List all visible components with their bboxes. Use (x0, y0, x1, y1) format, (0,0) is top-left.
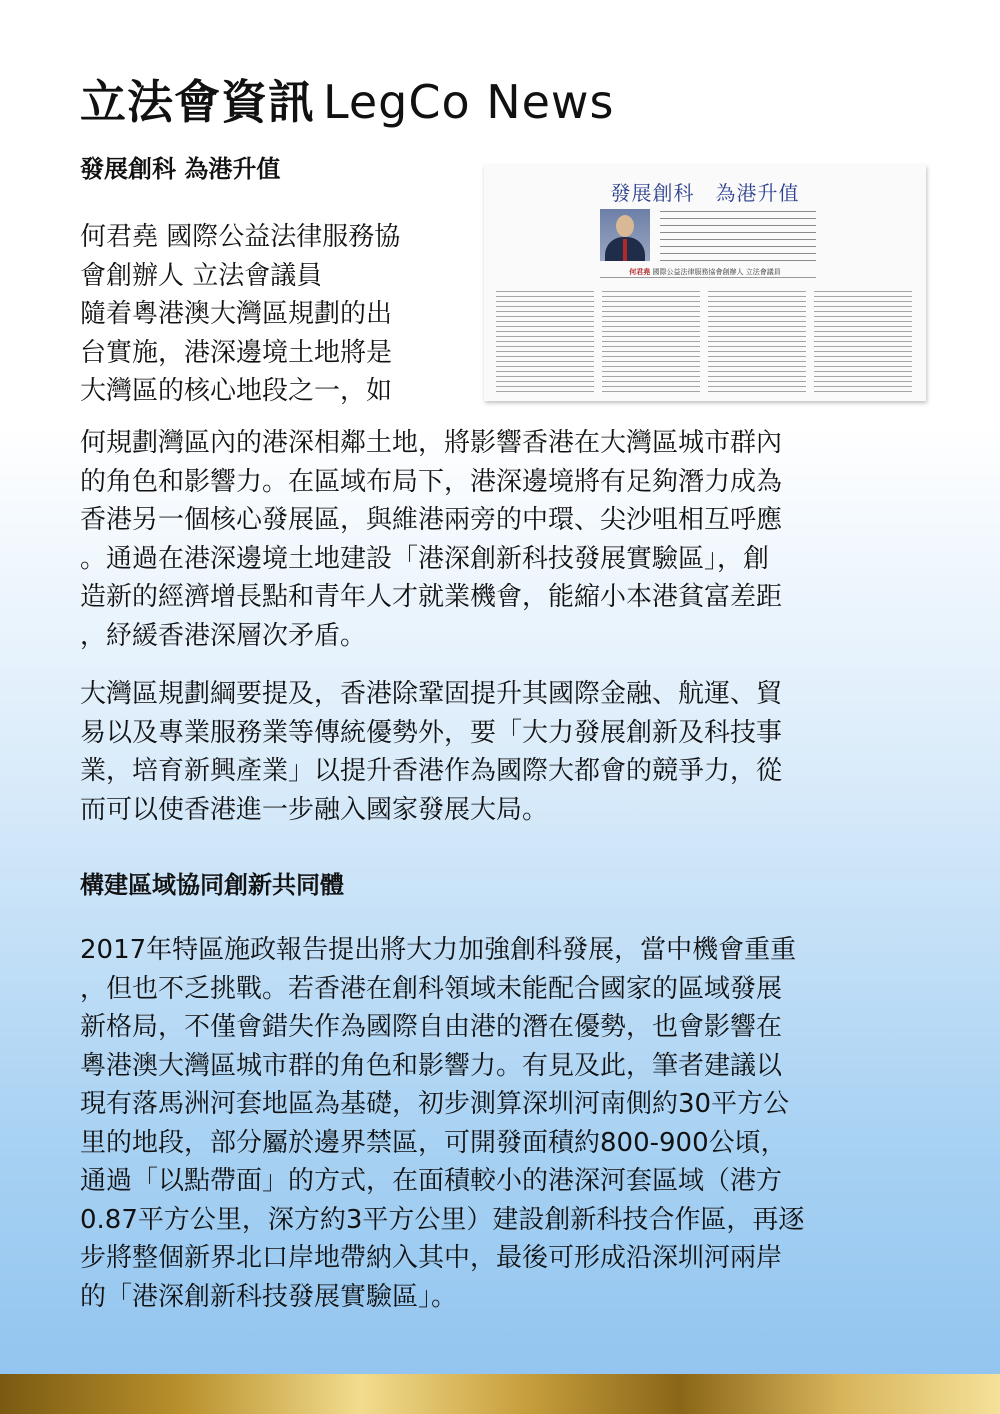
lead-line: 台實施，港深邊境土地將是 (80, 337, 393, 368)
body-line: 通過「以點帶面」的方式，在面積較小的港深河套區域（港方 (80, 1166, 783, 1196)
clipping-byline (484, 267, 926, 277)
footer-gold-band (0, 1374, 1000, 1414)
body-line: 易以及專業服務業等傳統優勢外，要「大力發展創新及科技事 (80, 717, 783, 748)
body-line: 而可以使香港進一步融入國家發展大局。 (80, 794, 549, 825)
article-body-paragraph-3 (80, 931, 930, 1316)
clipping-column (496, 291, 594, 393)
newspaper-clipping (484, 165, 926, 401)
article-lead (80, 218, 460, 411)
page-title-en: LegCo News (323, 75, 615, 129)
lead-line: 大灣區的核心地段之一，如 (80, 376, 393, 406)
clipping-byline-name: 何君堯 (629, 268, 651, 276)
page-title-zh: 立法會資訊 (80, 75, 315, 129)
clipping-divider (600, 277, 816, 278)
body-line: ，紓緩香港深層次矛盾。 (80, 620, 367, 651)
clipping-column (602, 291, 700, 393)
section-heading: 構建區域協同創新共同體 (80, 871, 344, 899)
lead-line: 何君堯 國際公益法律服務協 (80, 222, 401, 252)
clipping-title: 發展創科 為港升值 (610, 181, 800, 205)
article-body-paragraph-1 (80, 424, 930, 655)
body-line: 香港另一個核心發展區，與維港兩旁的中環、尖沙咀相互呼應 (80, 505, 783, 535)
lead-line: 會創辦人 立法會議員 (80, 260, 323, 291)
body-line: ，但也不乏挑戰。若香港在創科領域未能配合國家的區域發展 (80, 973, 783, 1004)
body-line: 何規劃灣區內的港深相鄰土地，將影響香港在大灣區城市群內 (80, 428, 783, 458)
article-body-paragraph-2 (80, 675, 930, 829)
body-line: 。通過在港深邊境土地建設「港深創新科技發展實驗區」，創 (80, 543, 770, 574)
clipping-column (708, 291, 806, 393)
body-line: 2017年特區施政報告提出將大力加強創科發展，當中機會重重 (80, 935, 797, 965)
clipping-intro-text-lines (660, 211, 816, 263)
author-photo (600, 209, 650, 261)
body-line: 大灣區規劃綱要提及，香港除鞏固提升其國際金融、航運、貿 (80, 679, 783, 709)
clipping-column (814, 291, 912, 393)
body-line: 步將整個新界北口岸地帶納入其中，最後可形成沿深圳河兩岸 (80, 1243, 783, 1273)
body-line: 新格局，不僅會錯失作為國際自由港的潛在優勢，也會影響在 (80, 1012, 783, 1042)
body-line: 造新的經濟增長點和青年人才就業機會，能縮小本港貧富差距 (80, 582, 783, 612)
clipping-byline-role: 國際公益法律服務協會創辦人 立法會議員 (652, 268, 781, 276)
body-line: 現有落馬洲河套地區為基礎，初步測算深圳河南側約30平方公 (80, 1089, 790, 1119)
body-line: 粵港澳大灣區城市群的角色和影響力。有見及此，筆者建議以 (80, 1050, 783, 1081)
body-line: 0.87平方公里，深方約3平方公里）建設創新科技合作區，再逐 (80, 1204, 805, 1235)
body-line: 里的地段，部分屬於邊界禁區，可開發面積約800-900公頃， (80, 1127, 787, 1158)
body-line: 的角色和影響力。在區域布局下，港深邊境將有足夠潛力成為 (80, 466, 783, 497)
lead-line: 隨着粵港澳大灣區規劃的出 (80, 299, 393, 329)
body-line: 業，培育新興產業」以提升香港作為國際大都會的競爭力，從 (80, 756, 783, 786)
article-title: 發展創科 為港升值 (80, 155, 281, 183)
page-title (80, 74, 615, 130)
body-line: 的「港深創新科技發展實驗區」。 (80, 1281, 458, 1312)
